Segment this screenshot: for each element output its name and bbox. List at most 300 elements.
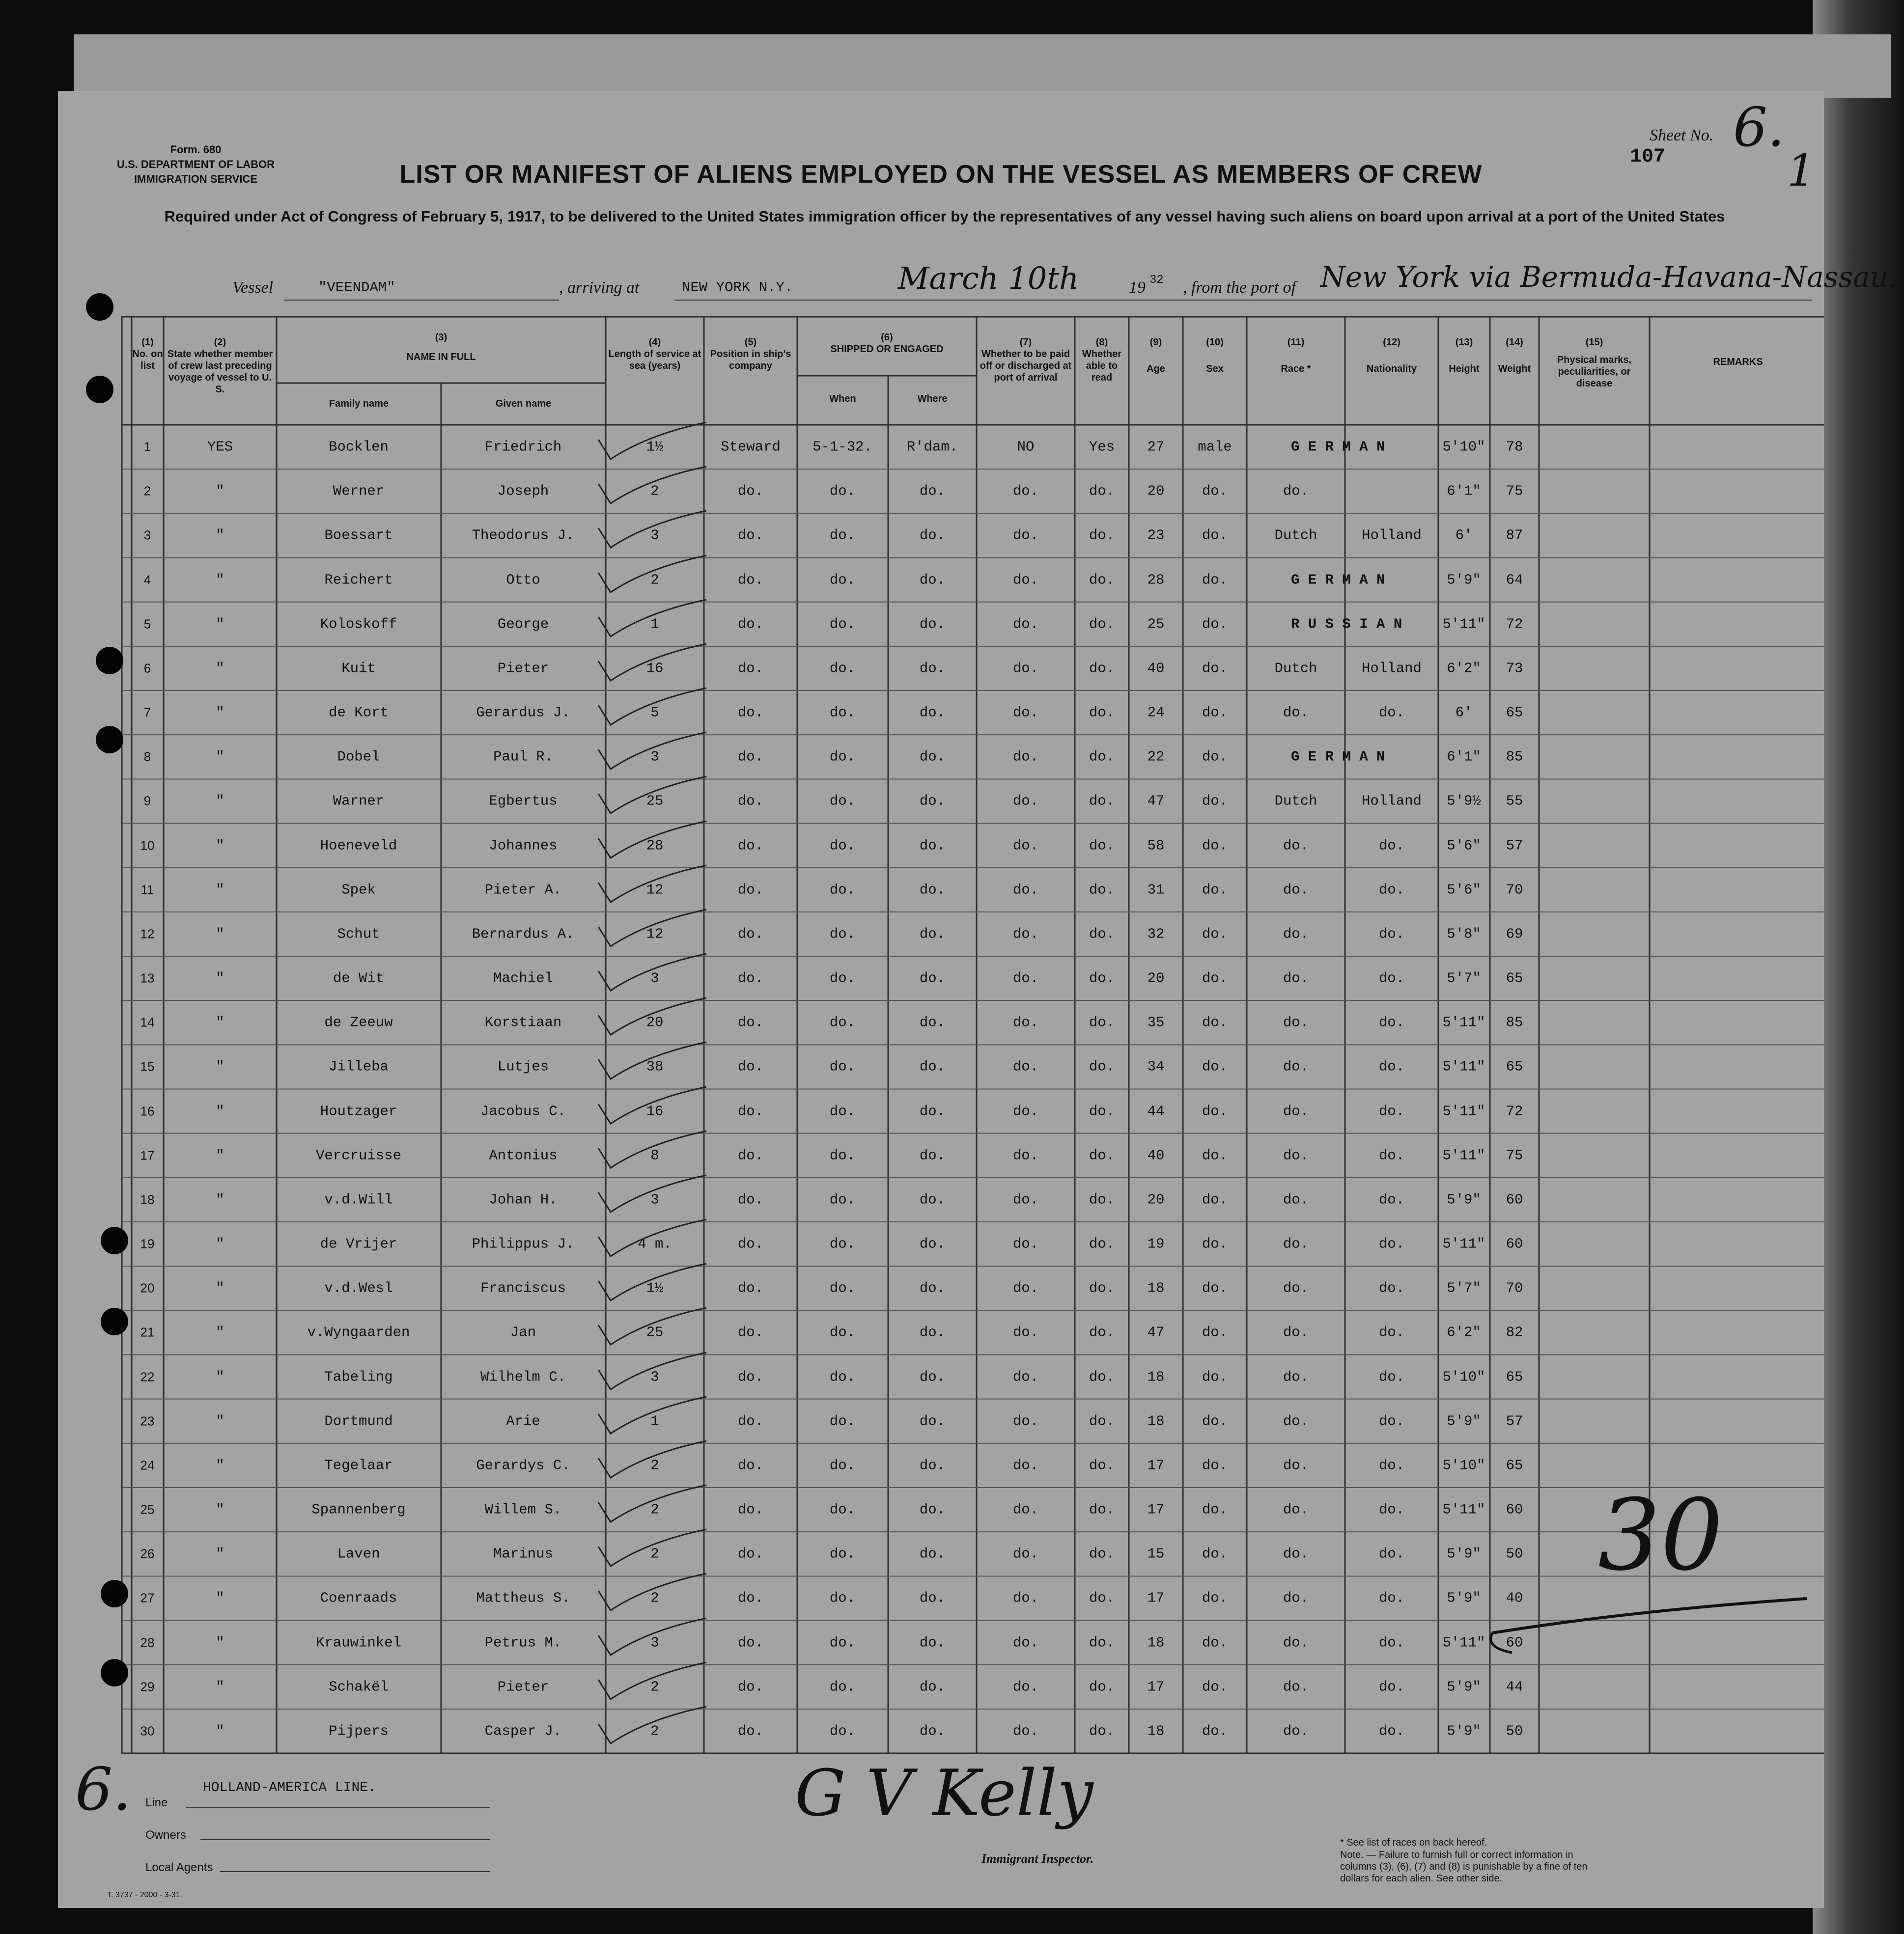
shipped-where-cell: do.: [919, 1103, 946, 1120]
paid-off-cell: do.: [1012, 1634, 1039, 1651]
able-to-read-cell: do.: [1089, 970, 1115, 987]
col-header-paid-off: (7) Whether to be paid off or discharged at port of arrival: [980, 337, 1072, 383]
position-cell: do.: [737, 748, 764, 765]
check-mark-icon: [588, 1084, 716, 1129]
inspector-label: Immigrant Inspector.: [981, 1851, 1094, 1866]
length-of-service-cell: 2: [650, 1679, 659, 1695]
row-number-cell: 14: [140, 1015, 155, 1030]
given-name-cell: Pieter A.: [484, 882, 562, 898]
previous-voyage-cell: ": [216, 1457, 224, 1474]
row-number-cell: 6: [143, 661, 151, 676]
able-to-read-cell: do.: [1089, 1236, 1115, 1252]
shipped-when-cell: do.: [829, 882, 856, 898]
line-value: HOLLAND-AMERICA LINE.: [203, 1780, 376, 1796]
shipped-where-cell: do.: [919, 1324, 946, 1341]
nationality-cell: do.: [1378, 1191, 1405, 1208]
length-of-service-cell: 2: [650, 1501, 659, 1518]
previous-voyage-cell: ": [216, 882, 224, 898]
height-cell: 6'2": [1447, 660, 1481, 677]
able-to-read-cell: do.: [1089, 926, 1115, 942]
family-name-cell: Koloskoff: [320, 616, 397, 633]
row-number-cell: 3: [143, 527, 151, 543]
height-cell: 5'11": [1442, 1634, 1485, 1651]
able-to-read-cell: do.: [1089, 1058, 1115, 1075]
height-cell: 6'1": [1447, 748, 1481, 765]
position-cell: do.: [737, 1280, 764, 1297]
length-of-service-cell: 3: [650, 527, 659, 544]
paid-off-cell: do.: [1012, 483, 1039, 499]
age-cell: 18: [1147, 1413, 1165, 1430]
vessel-name: "VEENDAM": [318, 279, 395, 296]
row-number-cell: 16: [140, 1104, 155, 1119]
shipped-where-cell: do.: [919, 572, 946, 588]
arriving-label: , arriving at: [559, 278, 640, 297]
sex-cell: do.: [1202, 882, 1228, 898]
age-cell: 31: [1147, 882, 1165, 898]
age-cell: 20: [1147, 483, 1165, 499]
races-note: * See list of races on back hereof.: [1340, 1837, 1487, 1848]
length-of-service-cell: 2: [650, 1723, 659, 1740]
paid-off-cell: do.: [1012, 1413, 1039, 1430]
row-number-cell: 25: [140, 1502, 155, 1517]
shipped-when-cell: do.: [829, 837, 856, 854]
given-name-cell: Bernardus A.: [472, 926, 575, 942]
row-number-cell: 2: [143, 483, 151, 498]
sheet-mark-top: 1: [1787, 145, 1816, 196]
col-header-given-name: Given name: [495, 398, 552, 409]
shipped-where-cell: do.: [919, 1147, 946, 1164]
given-name-cell: Otto: [506, 572, 540, 588]
check-mark-icon: [588, 951, 716, 995]
given-name-cell: Pieter: [497, 660, 549, 677]
given-name-cell: Marinus: [493, 1546, 553, 1562]
paid-off-cell: do.: [1012, 1723, 1039, 1740]
race-cell: do.: [1283, 1324, 1309, 1341]
height-cell: 5'11": [1442, 1147, 1485, 1164]
race-cell: Dutch: [1274, 660, 1317, 677]
age-cell: 22: [1147, 748, 1165, 765]
age-cell: 17: [1147, 1501, 1165, 1518]
weight-cell: 64: [1506, 572, 1523, 588]
age-cell: 20: [1147, 1191, 1165, 1208]
stamp-number: 107: [1630, 146, 1666, 168]
height-cell: 5'11": [1442, 1236, 1485, 1252]
length-of-service-cell: 16: [646, 1103, 664, 1120]
col-header-where: Where: [917, 393, 948, 404]
shipped-when-cell: do.: [829, 1191, 856, 1208]
position-cell: do.: [737, 837, 764, 854]
nationality-cell: do.: [1378, 1324, 1405, 1341]
check-mark-icon: [588, 1350, 716, 1394]
previous-voyage-cell: ": [216, 483, 224, 499]
paid-off-cell: do.: [1012, 572, 1039, 588]
sex-cell: do.: [1202, 483, 1228, 499]
check-mark-icon: [588, 1660, 716, 1704]
col-header-nationality: (12) Nationality: [1366, 337, 1417, 374]
position-cell: do.: [737, 1546, 764, 1562]
row-number-cell: 22: [140, 1369, 155, 1384]
race-cell: do.: [1283, 1723, 1309, 1740]
family-name-cell: Schut: [337, 926, 380, 942]
length-of-service-cell: 28: [646, 837, 664, 854]
height-cell: 5'9": [1447, 1413, 1481, 1430]
weight-cell: 69: [1506, 926, 1523, 942]
family-name-cell: de Kort: [329, 704, 389, 721]
row-number-cell: 30: [140, 1723, 155, 1739]
height-cell: 5'11": [1442, 1014, 1485, 1031]
family-name-cell: de Wit: [333, 970, 385, 987]
previous-voyage-cell: ": [216, 1679, 224, 1695]
total-underline: [1483, 1584, 1826, 1672]
row-number-cell: 7: [143, 705, 151, 720]
race-cell: do.: [1283, 926, 1309, 942]
family-name-cell: Spek: [341, 882, 376, 898]
shipped-when-cell: do.: [829, 572, 856, 588]
age-cell: 20: [1147, 970, 1165, 987]
col-header-name: (3) NAME IN FULL: [406, 332, 476, 362]
from-label: , from the port of: [1183, 278, 1296, 297]
able-to-read-cell: do.: [1089, 1103, 1115, 1120]
race-cell: do.: [1283, 1413, 1309, 1430]
given-name-cell: Johan H.: [489, 1191, 558, 1208]
previous-voyage-cell: ": [216, 1590, 224, 1606]
shipped-when-cell: do.: [829, 1280, 856, 1297]
length-of-service-cell: 12: [646, 882, 664, 898]
weight-cell: 60: [1506, 1634, 1523, 1651]
position-cell: Steward: [721, 439, 781, 455]
col-header-family-name: Family name: [329, 398, 389, 409]
race-cell: do.: [1283, 1236, 1309, 1252]
nationality-cell: do.: [1378, 1634, 1405, 1651]
length-of-service-cell: 2: [650, 1590, 659, 1606]
previous-voyage-cell: ": [216, 1103, 224, 1120]
shipped-when-cell: do.: [829, 527, 856, 544]
sex-cell: do.: [1202, 1590, 1228, 1606]
check-mark-icon: [588, 907, 716, 951]
sex-cell: do.: [1202, 1369, 1228, 1385]
paid-off-cell: do.: [1012, 748, 1039, 765]
nationality-cell: do.: [1378, 1413, 1405, 1430]
row-number-cell: 8: [143, 749, 151, 764]
weight-cell: 73: [1506, 660, 1523, 677]
family-name-cell: Pijpers: [329, 1723, 389, 1740]
able-to-read-cell: do.: [1089, 1501, 1115, 1518]
length-of-service-cell: 2: [650, 572, 659, 588]
check-mark-icon: [588, 1040, 716, 1084]
check-mark-icon: [588, 1173, 716, 1217]
length-of-service-cell: 3: [650, 1634, 659, 1651]
race-cell: do.: [1283, 1014, 1309, 1031]
paid-off-cell: do.: [1012, 704, 1039, 721]
length-of-service-cell: 12: [646, 926, 664, 942]
shipped-when-cell: do.: [829, 748, 856, 765]
family-name-cell: de Vrijer: [320, 1236, 397, 1252]
able-to-read-cell: do.: [1089, 1634, 1115, 1651]
inspector-signature: G V Kelly: [795, 1756, 1093, 1830]
weight-cell: 82: [1506, 1324, 1523, 1341]
binder-hole: [101, 1659, 128, 1686]
nationality-cell: do.: [1378, 1369, 1405, 1385]
family-name-cell: Laven: [337, 1546, 380, 1562]
given-name-cell: Mattheus S.: [476, 1590, 570, 1606]
given-name-cell: Korstiaan: [484, 1014, 562, 1031]
check-mark-icon: [588, 1394, 716, 1438]
given-name-cell: Philippus J.: [472, 1236, 575, 1252]
weight-cell: 78: [1506, 439, 1523, 455]
col-header-race: (11) Race *: [1281, 337, 1311, 374]
able-to-read-cell: do.: [1089, 616, 1115, 633]
race-cell: do.: [1283, 837, 1309, 854]
age-cell: 17: [1147, 1590, 1165, 1606]
height-cell: 5'7": [1447, 970, 1481, 987]
position-cell: do.: [737, 1413, 764, 1430]
nationality-cell: do.: [1378, 1280, 1405, 1297]
previous-voyage-cell: ": [216, 1723, 224, 1740]
weight-cell: 87: [1506, 527, 1523, 544]
shipped-where-cell: do.: [919, 837, 946, 854]
weight-cell: 57: [1506, 837, 1523, 854]
race-cell: do.: [1283, 1191, 1309, 1208]
length-of-service-cell: 1½: [646, 439, 664, 455]
sex-cell: do.: [1202, 1236, 1228, 1252]
check-mark-icon: [588, 1129, 716, 1173]
length-of-service-cell: 16: [646, 660, 664, 677]
given-name-cell: Friedrich: [484, 439, 562, 455]
sex-cell: do.: [1202, 1324, 1228, 1341]
col-header-sex: (10) Sex: [1206, 337, 1224, 374]
nationality-cell: do.: [1378, 1236, 1405, 1252]
col-header-weight: (14) Weight: [1498, 337, 1531, 374]
binder-hole: [96, 726, 123, 753]
shipped-where-cell: do.: [919, 1191, 946, 1208]
sex-cell: do.: [1202, 1501, 1228, 1518]
given-name-cell: Machiel: [493, 970, 553, 987]
paid-off-cell: do.: [1012, 1369, 1039, 1385]
sex-cell: do.: [1202, 1413, 1228, 1430]
position-cell: do.: [737, 704, 764, 721]
year-suffix: 32: [1149, 274, 1164, 287]
shipped-when-cell: do.: [829, 1014, 856, 1031]
family-name-cell: Werner: [333, 483, 385, 499]
row-number-cell: 23: [140, 1413, 155, 1429]
previous-voyage-cell: ": [216, 1236, 224, 1252]
height-cell: 5'10": [1442, 1457, 1485, 1474]
length-of-service-cell: 5: [650, 704, 659, 721]
previous-voyage-cell: ": [216, 527, 224, 544]
previous-voyage-cell: ": [216, 1058, 224, 1075]
previous-voyage-cell: ": [216, 1280, 224, 1297]
previous-voyage-cell: ": [216, 926, 224, 942]
shipped-where-cell: do.: [919, 1501, 946, 1518]
check-mark-icon: [588, 1527, 716, 1571]
able-to-read-cell: do.: [1089, 1191, 1115, 1208]
height-cell: 5'10": [1442, 1369, 1485, 1385]
position-cell: do.: [737, 1147, 764, 1164]
sex-cell: do.: [1202, 926, 1228, 942]
given-name-cell: Willem S.: [484, 1501, 562, 1518]
shipped-when-cell: do.: [829, 1236, 856, 1252]
weight-cell: 60: [1506, 1236, 1523, 1252]
paid-off-cell: do.: [1012, 1501, 1039, 1518]
check-mark-icon: [588, 819, 716, 863]
nationality-cell: do.: [1378, 1457, 1405, 1474]
check-mark-icon: [588, 774, 716, 818]
race-cell: do.: [1283, 1280, 1309, 1297]
position-cell: do.: [737, 926, 764, 942]
sex-cell: do.: [1202, 1723, 1228, 1740]
age-cell: 17: [1147, 1679, 1165, 1695]
shipped-when-cell: do.: [829, 1369, 856, 1385]
paid-off-cell: do.: [1012, 1058, 1039, 1075]
length-of-service-cell: 3: [650, 748, 659, 765]
length-of-service-cell: 4 m.: [638, 1236, 672, 1252]
previous-voyage-cell: ": [216, 572, 224, 588]
shipped-when-cell: do.: [829, 1501, 856, 1518]
family-name-cell: Spannenberg: [311, 1501, 406, 1518]
previous-voyage-cell: ": [216, 616, 224, 633]
row-number-cell: 21: [140, 1325, 155, 1340]
length-of-service-cell: 2: [650, 483, 659, 499]
previous-voyage-cell: ": [216, 1324, 224, 1341]
shipped-where-cell: do.: [919, 926, 946, 942]
sex-cell: do.: [1202, 748, 1228, 765]
vessel-label: Vessel: [232, 278, 274, 297]
able-to-read-cell: do.: [1089, 748, 1115, 765]
sex-cell: do.: [1202, 616, 1228, 633]
check-mark-icon: [588, 1483, 716, 1527]
race-cell: do.: [1283, 970, 1309, 987]
position-cell: do.: [737, 1369, 764, 1385]
sex-cell: do.: [1202, 793, 1228, 809]
given-name-cell: George: [497, 616, 549, 633]
col-header-height: (13) Height: [1449, 337, 1480, 374]
from-port: New York via Bermuda-Havana-Nassau.: [1320, 260, 1898, 294]
sex-cell: male: [1198, 439, 1232, 455]
previous-voyage-cell: ": [216, 1501, 224, 1518]
previous-voyage-cell: ": [216, 1413, 224, 1430]
nationality-cell: do.: [1378, 1590, 1405, 1606]
binder-hole: [96, 647, 123, 674]
nationality-cell: do.: [1378, 704, 1405, 721]
age-cell: 23: [1147, 527, 1165, 544]
length-of-service-cell: 8: [650, 1147, 659, 1164]
weight-cell: 70: [1506, 1280, 1523, 1297]
race-cell: do.: [1283, 1634, 1309, 1651]
nationality-cell: do.: [1378, 1679, 1405, 1695]
row-number-cell: 26: [140, 1546, 155, 1561]
shipped-where-cell: do.: [919, 483, 946, 499]
sheet-number: 6.: [1733, 96, 1785, 159]
given-name-cell: Pieter: [497, 1679, 549, 1695]
agents-label: Local Agents: [145, 1861, 213, 1874]
sex-cell: do.: [1202, 970, 1228, 987]
shipped-where-cell: do.: [919, 1546, 946, 1562]
nationality-cell: do.: [1378, 1147, 1405, 1164]
race-cell: do.: [1283, 1457, 1309, 1474]
height-cell: 6': [1455, 704, 1473, 721]
check-mark-icon: [588, 508, 716, 553]
shipped-where-cell: do.: [919, 660, 946, 677]
family-name-cell: Hoeneveld: [320, 837, 397, 854]
nationality-cell: do.: [1378, 970, 1405, 987]
check-mark-icon: [588, 1305, 716, 1350]
family-name-cell: Jilleba: [329, 1058, 389, 1075]
crew-total: 30: [1598, 1478, 1723, 1593]
check-mark-icon: [588, 1571, 716, 1615]
weight-cell: 60: [1506, 1191, 1523, 1208]
able-to-read-cell: do.: [1089, 837, 1115, 854]
check-mark-icon: [588, 553, 716, 597]
shipped-where-cell: do.: [919, 1723, 946, 1740]
year-prefix: 19: [1129, 278, 1146, 297]
nationality-cell: Holland: [1362, 527, 1422, 544]
length-of-service-cell: 2: [650, 1457, 659, 1474]
weight-cell: 75: [1506, 483, 1523, 499]
paid-off-cell: do.: [1012, 616, 1039, 633]
paid-off-cell: do.: [1012, 1546, 1039, 1562]
row-number-cell: 17: [140, 1148, 155, 1163]
race-cell: G E R M A N: [1291, 439, 1385, 455]
given-name-cell: Gerardus J.: [476, 704, 570, 721]
able-to-read-cell: do.: [1089, 1546, 1115, 1562]
shipped-when-cell: do.: [829, 1147, 856, 1164]
able-to-read-cell: do.: [1089, 1147, 1115, 1164]
able-to-read-cell: do.: [1089, 1679, 1115, 1695]
shipped-where-cell: do.: [919, 1590, 946, 1606]
previous-voyage-cell: ": [216, 704, 224, 721]
height-cell: 6'1": [1447, 483, 1481, 499]
family-name-cell: Houtzager: [320, 1103, 397, 1120]
row-number-cell: 19: [140, 1236, 155, 1251]
row-number-cell: 9: [143, 793, 151, 808]
family-name-cell: de Zeeuw: [324, 1014, 393, 1031]
family-name-cell: Boessart: [324, 527, 393, 544]
able-to-read-cell: do.: [1089, 1014, 1115, 1031]
family-name-cell: Schakël: [329, 1679, 389, 1695]
shipped-when-cell: do.: [829, 616, 856, 633]
shipped-when-cell: do.: [829, 1058, 856, 1075]
family-name-cell: v.Wyngaarden: [307, 1324, 410, 1341]
position-cell: do.: [737, 1457, 764, 1474]
able-to-read-cell: do.: [1089, 1413, 1115, 1430]
previous-voyage-cell: ": [216, 970, 224, 987]
able-to-read-cell: do.: [1089, 704, 1115, 721]
length-of-service-cell: 20: [646, 1014, 664, 1031]
weight-cell: 85: [1506, 1014, 1523, 1031]
weight-cell: 65: [1506, 970, 1523, 987]
position-cell: do.: [737, 1014, 764, 1031]
age-cell: 18: [1147, 1634, 1165, 1651]
family-name-cell: Tegelaar: [324, 1457, 393, 1474]
weight-cell: 57: [1506, 1413, 1523, 1430]
length-of-service-cell: 38: [646, 1058, 664, 1075]
position-cell: do.: [737, 1679, 764, 1695]
nationality-cell: do.: [1378, 1058, 1405, 1075]
position-cell: do.: [737, 1058, 764, 1075]
paid-off-cell: do.: [1012, 1280, 1039, 1297]
age-cell: 15: [1147, 1546, 1165, 1562]
height-cell: 5'11": [1442, 1501, 1485, 1518]
height-cell: 5'9": [1447, 572, 1481, 588]
penalty-note: Note. — Failure to furnish full or correct information in columns (3), (6), (7) and (8) is punishable by a fine of ten dollars for each alien. See other side.: [1340, 1850, 1588, 1884]
binder-hole: [101, 1227, 128, 1254]
able-to-read-cell: do.: [1089, 660, 1115, 677]
position-cell: do.: [737, 793, 764, 809]
age-cell: 35: [1147, 1014, 1165, 1031]
length-of-service-cell: 1: [650, 1413, 659, 1430]
binder-hole: [101, 1580, 128, 1607]
shipped-when-cell: do.: [829, 1590, 856, 1606]
